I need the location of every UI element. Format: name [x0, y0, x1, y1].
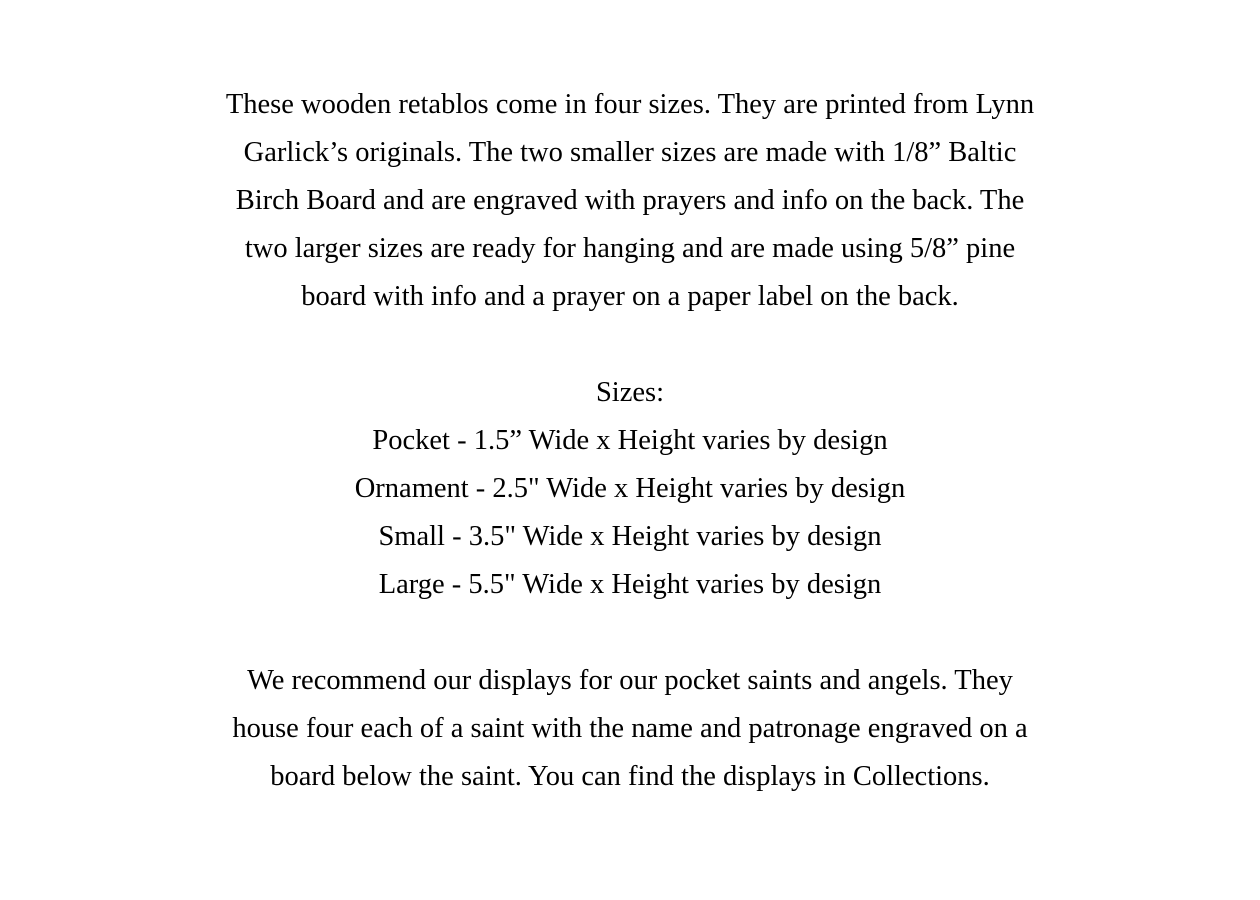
recommendation-paragraph — [0, 657, 1260, 801]
paragraph-gap — [0, 609, 1260, 657]
text-line: Garlick’s originals. The two smaller sizes are made with 1/8” Baltic — [243, 137, 1017, 168]
paragraph-gap — [0, 321, 1260, 369]
text-line: We recommend our displays for our pocket saints and angels. They — [247, 665, 1013, 696]
size-item-large: Large - 5.5" Wide x Height varies by design — [378, 569, 882, 600]
text-line: board with info and a prayer on a paper label on the back. — [301, 281, 959, 312]
sizes-heading: Sizes: — [595, 377, 665, 408]
size-item-small: Small - 3.5" Wide x Height varies by design — [378, 521, 882, 552]
text-line: two larger sizes are ready for hanging and are made using 5/8” pine — [244, 233, 1016, 264]
text-line: Birch Board and are engraved with prayers and info on the back. The — [235, 185, 1025, 216]
text-line: house four each of a saint with the name and patronage engraved on a — [232, 713, 1028, 744]
text-line: board below the saint. You can find the displays in Collections. — [270, 761, 990, 792]
size-item-ornament: Ornament - 2.5" Wide x Height varies by design — [354, 473, 906, 504]
sizes-section — [0, 369, 1260, 609]
intro-paragraph — [0, 81, 1260, 321]
text-line: These wooden retablos come in four sizes. They are printed from Lynn — [225, 89, 1035, 120]
product-description-page — [0, 81, 1260, 801]
size-item-pocket: Pocket - 1.5” Wide x Height varies by design — [372, 425, 888, 456]
